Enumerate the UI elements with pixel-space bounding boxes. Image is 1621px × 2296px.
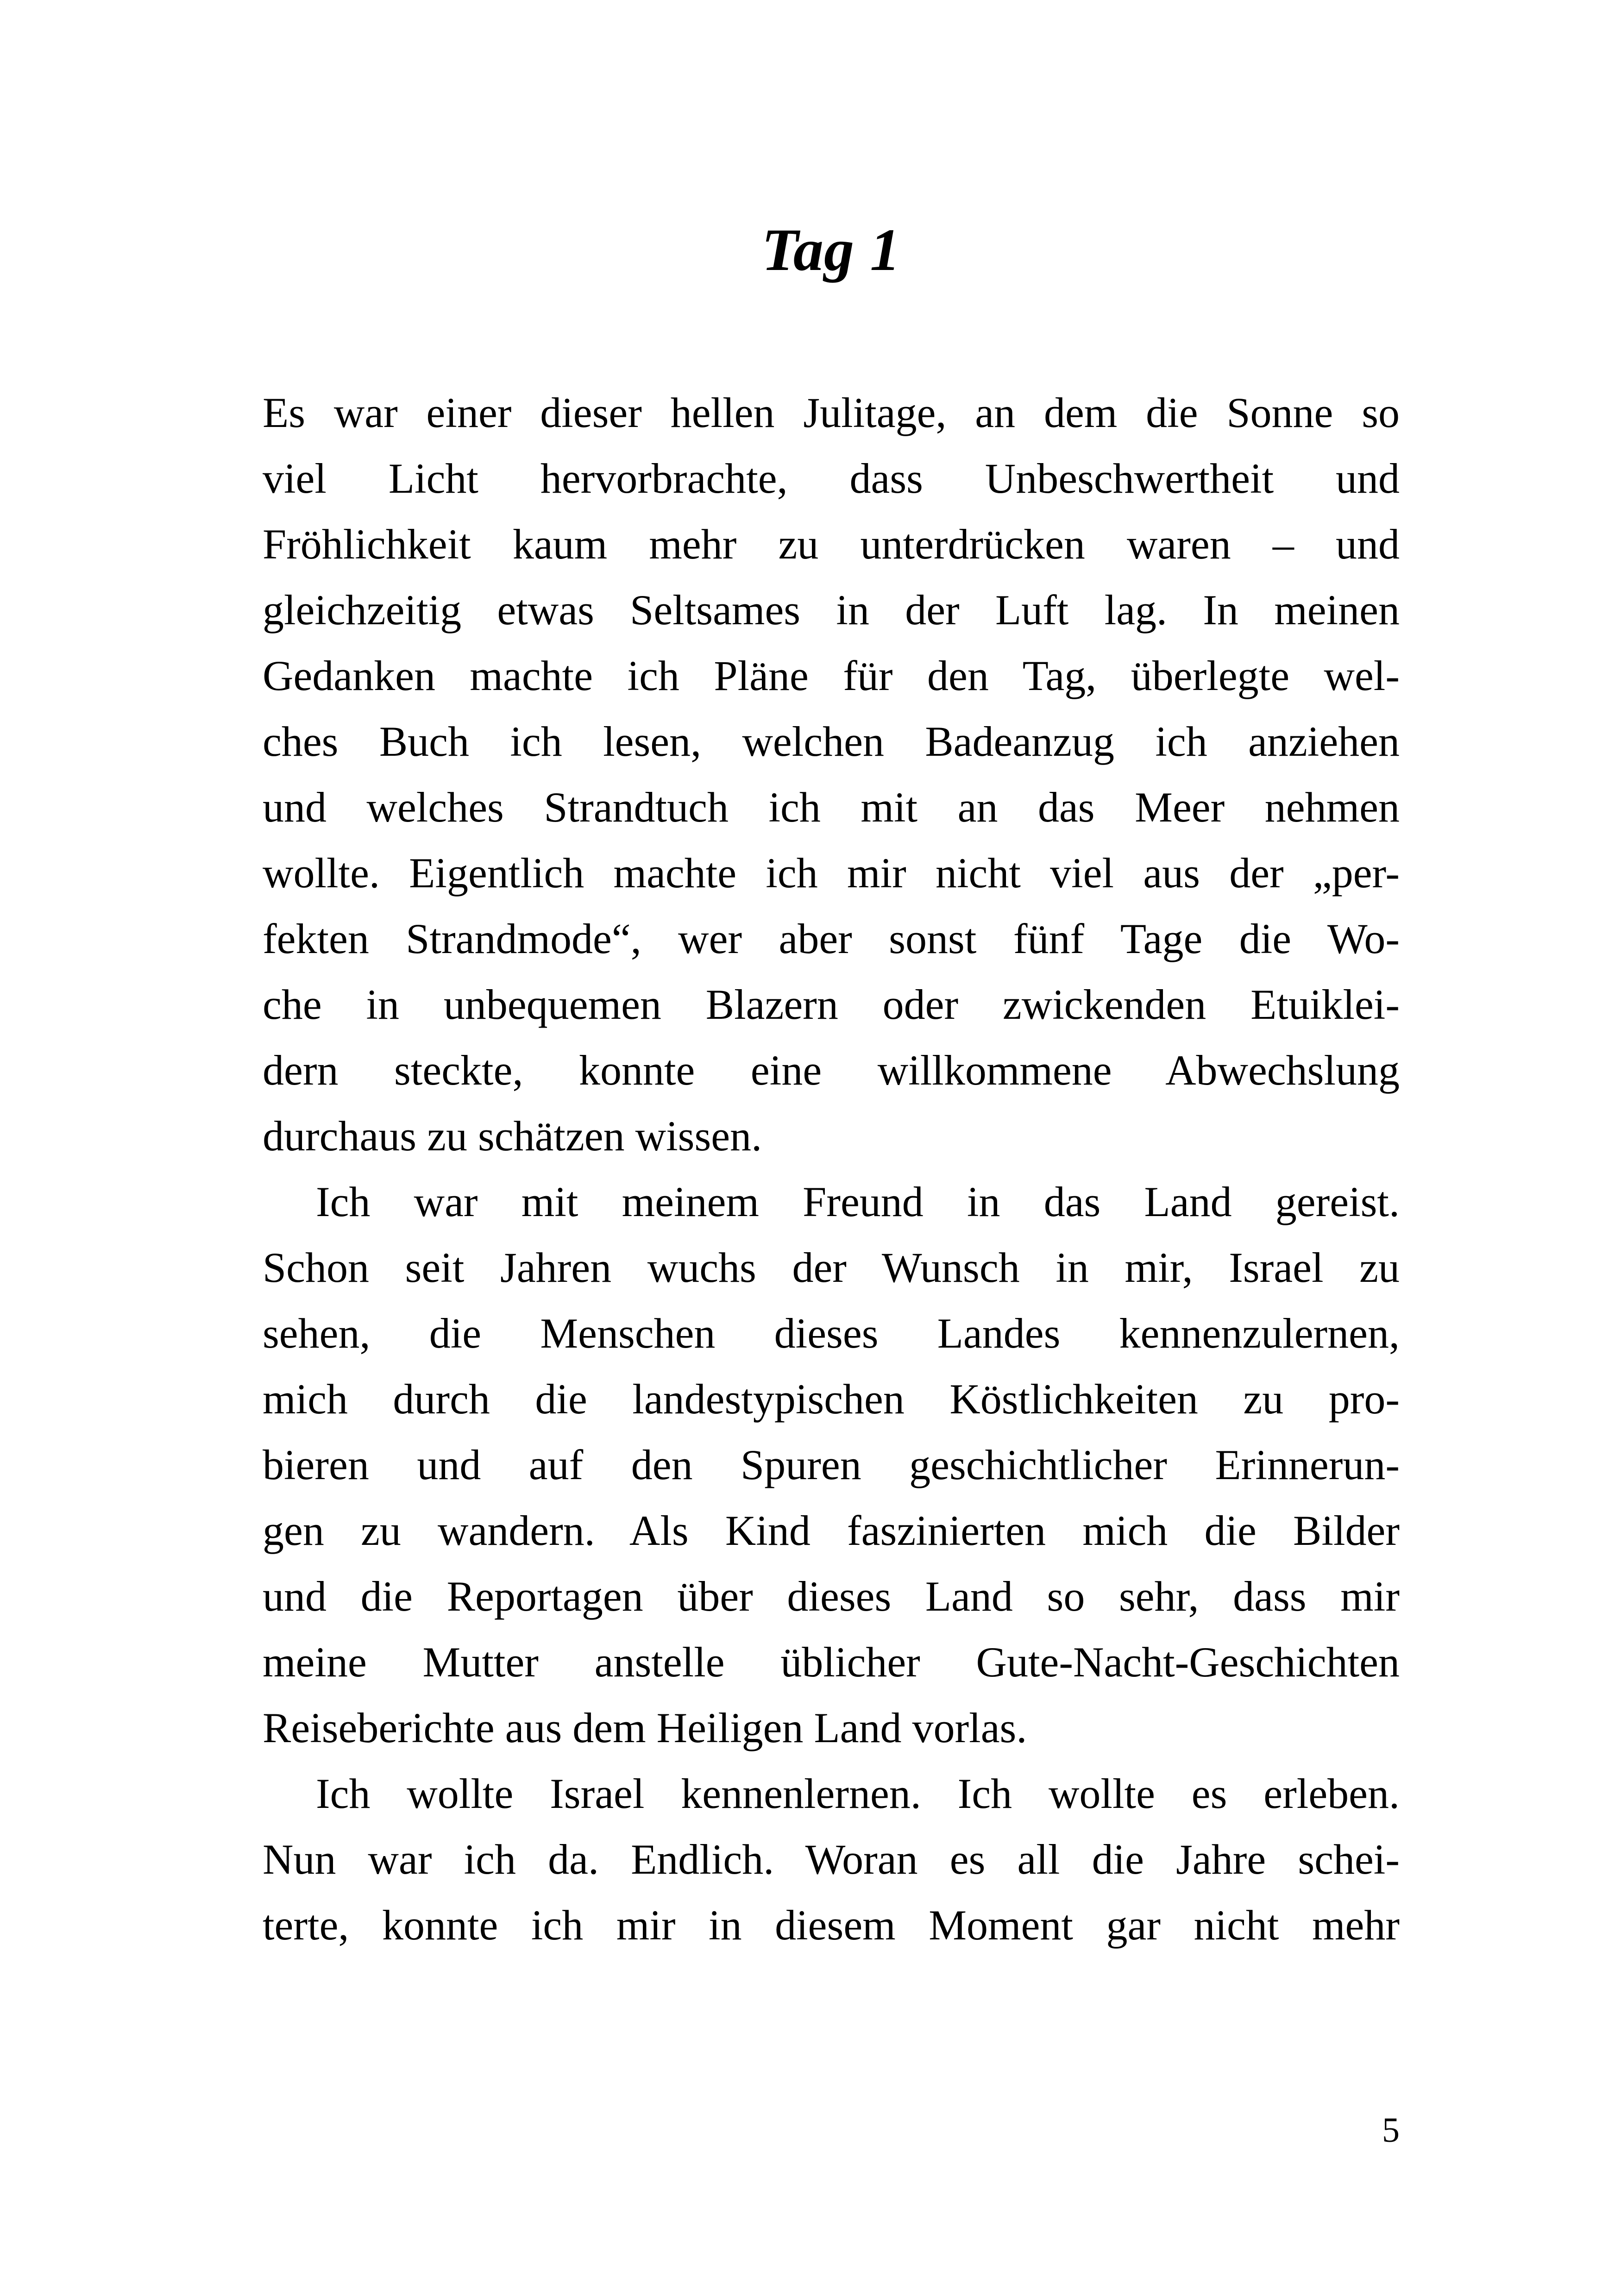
- text-line: Es war einer dieser hellen Julitage, an dem die Sonne so: [263, 389, 1400, 436]
- text-line: terte, konnte ich mir in diesem Moment gar nicht mehr: [263, 1901, 1400, 1949]
- paragraph: [263, 1761, 1400, 1958]
- text-line: und die Reportagen über dieses Land so sehr, dass mir: [263, 1573, 1400, 1620]
- text-line: gen zu wandern. Als Kind faszinierten mich die Bilder: [263, 1507, 1400, 1554]
- text-line: bieren und auf den Spuren geschichtlicher Erinnerun-: [263, 1441, 1400, 1488]
- chapter-title: Tag 1: [761, 217, 901, 283]
- paragraph: [263, 1169, 1400, 1761]
- text-line: durchaus zu schätzen wissen.: [263, 1112, 762, 1160]
- text-line: und welches Strandtuch ich mit an das Meer nehmen: [263, 784, 1400, 831]
- body-text: [263, 380, 1400, 1958]
- text-line: sehen, die Menschen dieses Landes kennenzulernen,: [263, 1310, 1400, 1357]
- text-line: gleichzeitig etwas Seltsames in der Luft lag. In meinen: [263, 586, 1400, 634]
- text-line: fekten Strandmode“, wer aber sonst fünf Tage die Wo-: [263, 915, 1400, 962]
- text-line: mich durch die landestypischen Köstlichkeiten zu pro-: [263, 1375, 1400, 1423]
- text-line: Schon seit Jahren wuchs der Wunsch in mir, Israel zu: [263, 1244, 1400, 1291]
- text-line: che in unbequemen Blazern oder zwickenden Etuiklei-: [263, 981, 1400, 1028]
- text-line: ches Buch ich lesen, welchen Badeanzug ich anziehen: [263, 718, 1400, 765]
- text-line: Gedanken machte ich Pläne für den Tag, überlegte wel-: [263, 652, 1400, 699]
- text-line: meine Mutter anstelle üblicher Gute-Nacht-Geschichten: [263, 1638, 1400, 1686]
- text-line: Ich wollte Israel kennenlernen. Ich wollte es erleben.: [316, 1770, 1400, 1817]
- text-line: wollte. Eigentlich machte ich mir nicht viel aus der „per-: [263, 849, 1400, 897]
- text-line: Fröhlichkeit kaum mehr zu unterdrücken waren – und: [263, 521, 1400, 568]
- text-line: dern steckte, konnte eine willkommene Abwechslung: [263, 1047, 1400, 1094]
- text-line: Nun war ich da. Endlich. Woran es all die Jahre schei-: [263, 1836, 1400, 1883]
- page-number: 5: [1382, 2111, 1400, 2150]
- text-line: Ich war mit meinem Freund in das Land gereist.: [316, 1178, 1400, 1225]
- text-line: Reiseberichte aus dem Heiligen Land vorlas.: [263, 1704, 1027, 1751]
- text-line: viel Licht hervorbrachte, dass Unbeschwertheit und: [263, 455, 1400, 502]
- paragraph: [263, 380, 1400, 1169]
